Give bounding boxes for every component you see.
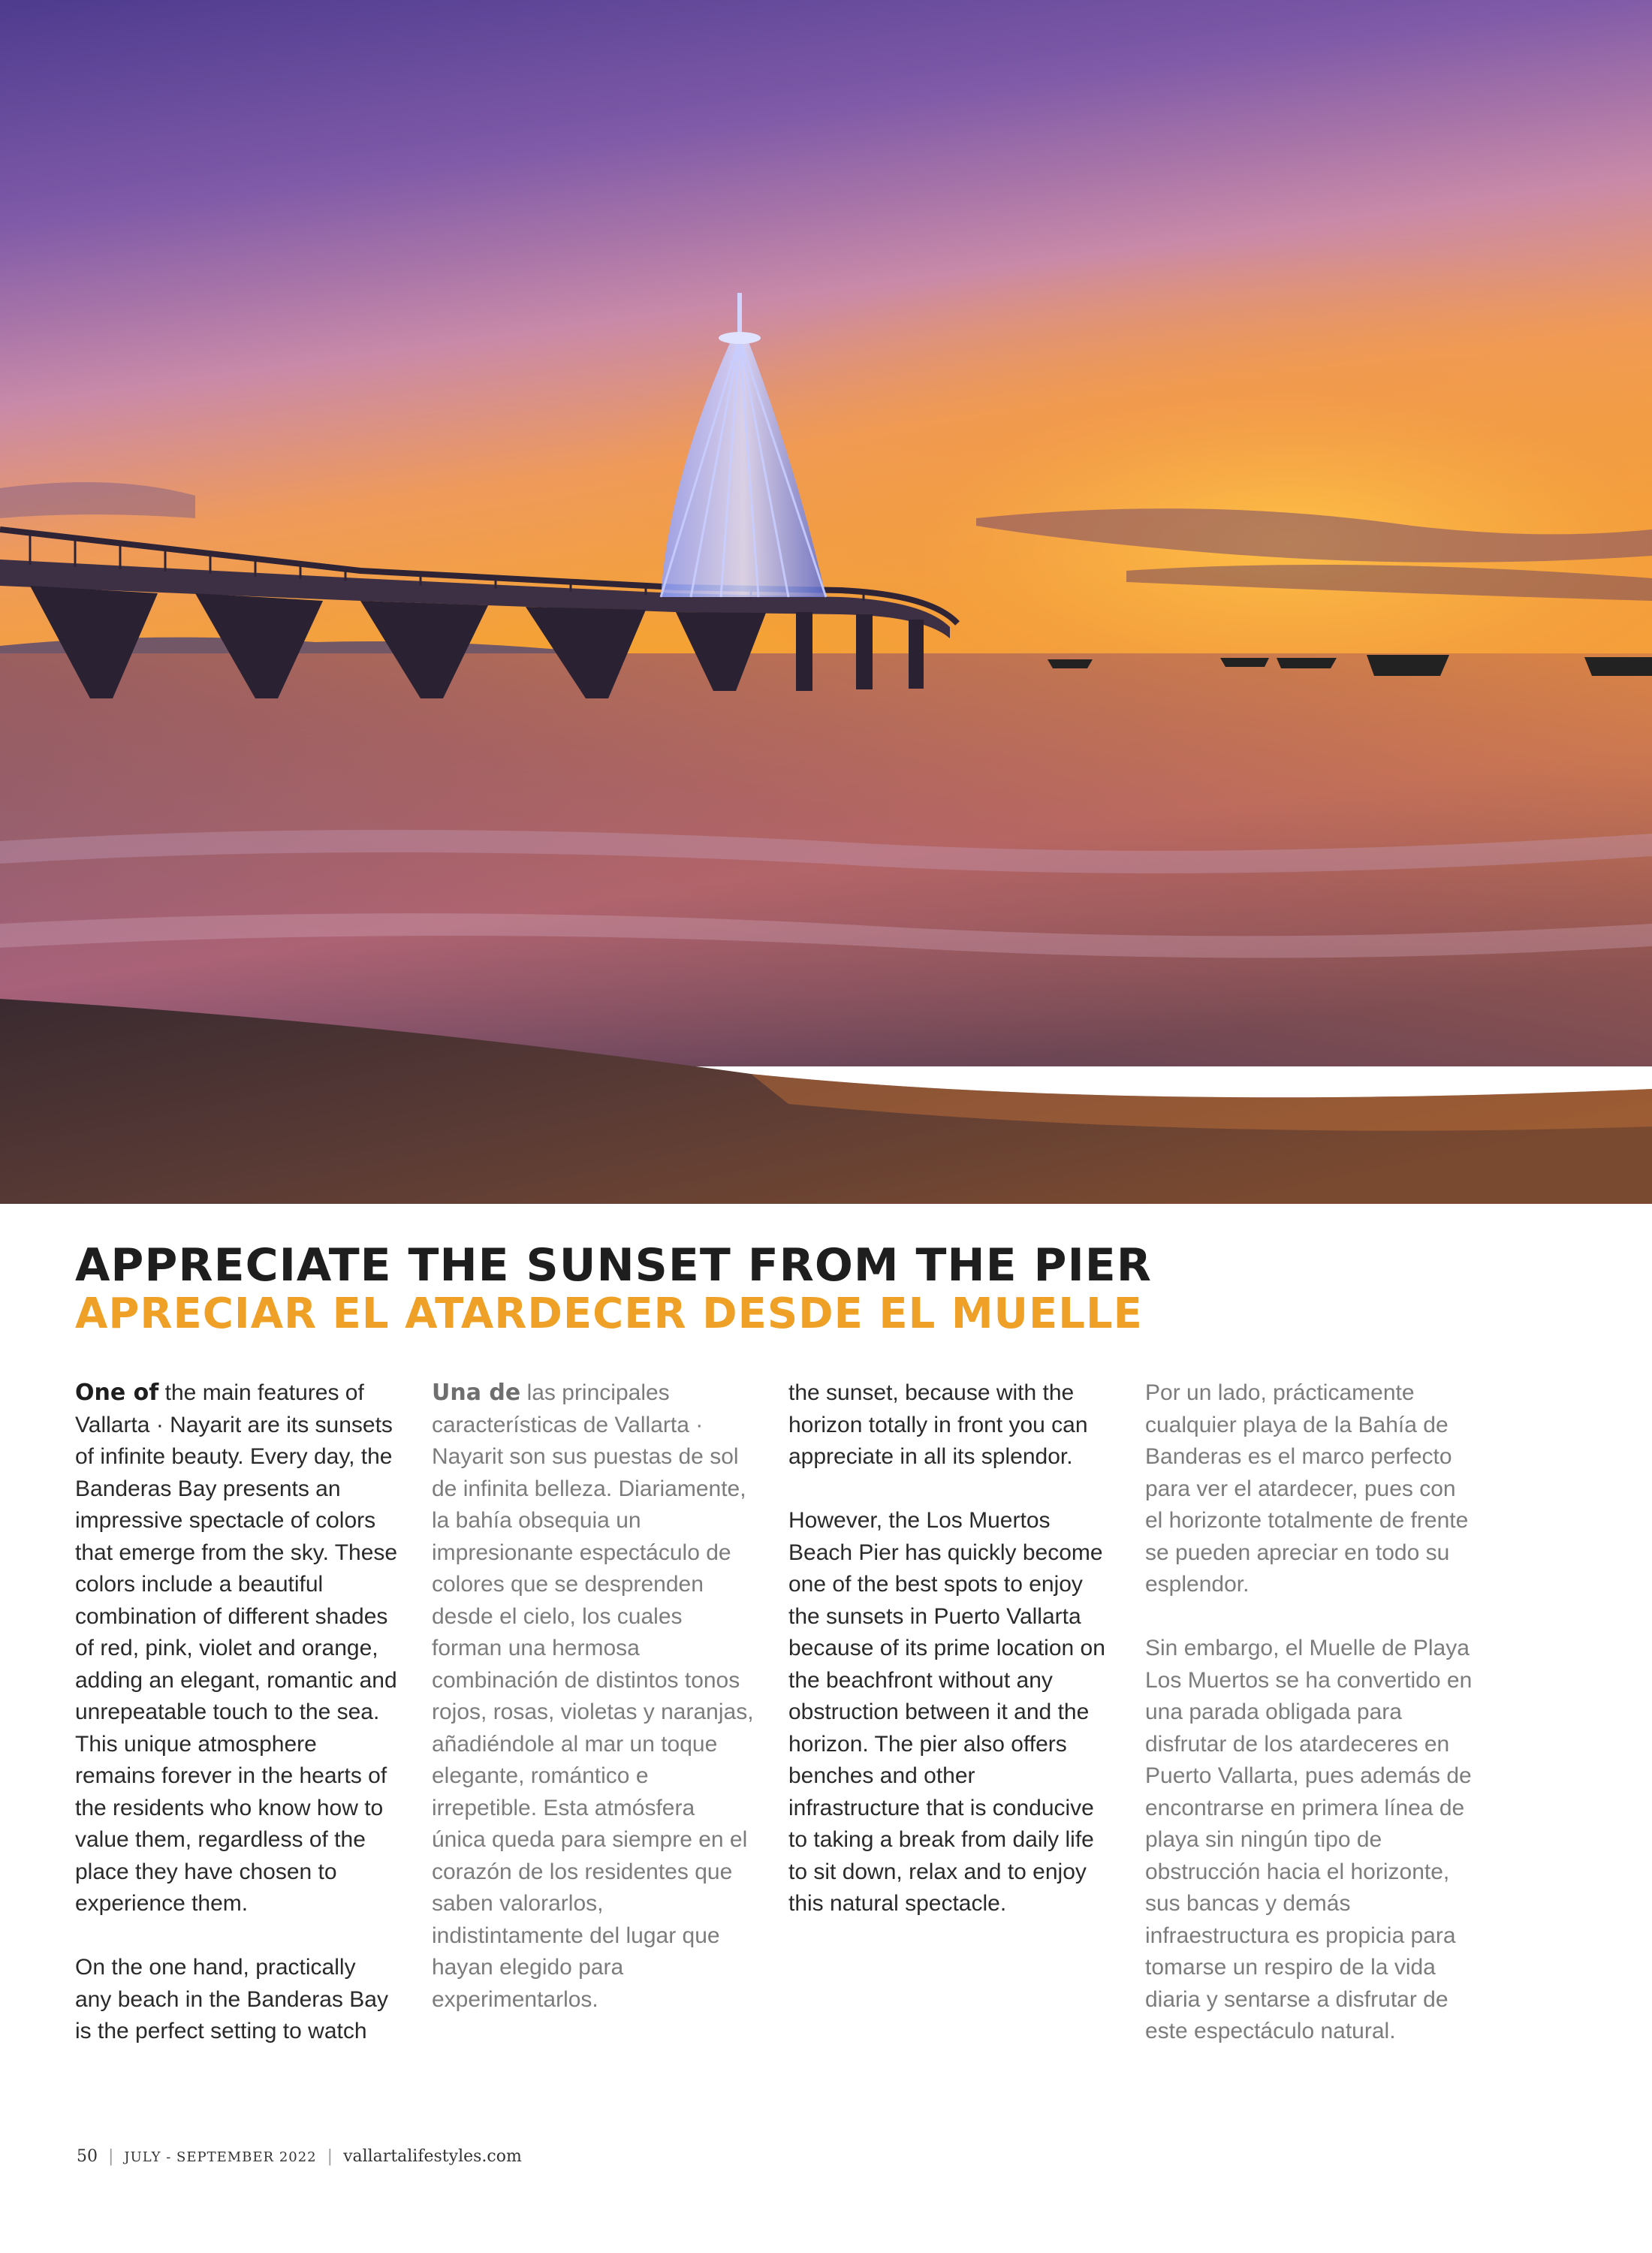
paragraph-es-3: Sin embargo, el Muelle de Playa Los Muertos se ha convertido en una parada obligada para disfrutar de los atardeceres en Puerto Vallarta, pues además de encontrarse en primera línea de playa sin ningún tipo de obstrucción hacia el horizonte, sus bancas y demás infraestructura es propicia para tomarse un respiro de la vida diaria y sentarse a disfrutar de este espectáculo natural. — [1145, 1636, 1473, 2043]
lead-in-english: One of — [75, 1380, 159, 1406]
page-number: 50 — [77, 2147, 98, 2166]
paragraph-en-2b: the sunset, because with the horizon totally in front you can appreciate in all its splendor. — [788, 1380, 1088, 1469]
headline-english: APPRECIATE THE SUNSET FROM THE PIER — [75, 1239, 1152, 1292]
article-column-spanish-2 — [1145, 1377, 1476, 2080]
issue-date: JULY - SEPTEMBER 2022 — [124, 2149, 317, 2165]
paragraph-es-2: Por un lado, prácticamente cualquier playa de la Bahía de Banderas es el marco perfecto para ver el atardecer, pues con el horizonte totalmente de frente se pueden apreciar en todo su esplendor. — [1145, 1380, 1469, 1597]
footer-separator: | — [327, 2147, 333, 2166]
headline-spanish: APRECIAR EL ATARDECER DESDE EL MUELLE — [75, 1289, 1143, 1338]
paragraph-es-1-text: las principales características de Vallarta · Nayarit son sus puestas de sol de infinita belleza. Diariamente, la bahía obsequia un impresionante espectáculo de colores que se desprenden desde el cielo, los cuales forman una hermosa combinación de distintos tonos rojos, rosas, violetas y naranjas, añadiéndole al mar un toque elegante, romántico e irrepetible. Esta atmósfera única queda para siempre en el corazón de los residentes que saben valorarlos, indistintamente del lugar que hayan elegido para experimentarlos. — [432, 1380, 754, 2012]
paragraph-es-1 — [432, 1377, 755, 2016]
paragraph-en-3: However, the Los Muertos Beach Pier has quickly become one of the best spots to enjoy the sunsets in Puerto Vallarta because of its prime location on the beachfront without any obstruction between it and the horizon. The pier also offers benches and other infrastructure that is conducive to taking a break from daily life to sit down, relax and to enjoy this natural spectacle. — [788, 1508, 1105, 1916]
paragraph-en-1-text: the main features of Vallarta · Nayarit are its sunsets of infinite beauty. Every day, the Banderas Bay presents an impressive spectacle of colors that emerge from the sky. These colors include a beautiful combination of different shades of red, pink, violet and orange, adding an elegant, romantic and unrepeatable touch to the sea. This unique atmosphere remains forever in the hearts of the residents who know how to value them, regardless of the place they have chosen to experience them. — [75, 1380, 398, 1916]
article-column-english-2 — [788, 1377, 1111, 1952]
article-column-english-1 — [75, 1377, 398, 2080]
paragraph-en-1 — [75, 1377, 398, 1920]
footer-separator: | — [108, 2147, 114, 2166]
paragraph-en-2a: On the one hand, practically any beach in the Banderas Bay is the perfect setting to watch — [75, 1955, 388, 2043]
page-footer — [77, 2147, 522, 2166]
website-link[interactable]: vallartalifestyles.com — [343, 2147, 522, 2166]
lead-in-spanish: Una de — [432, 1380, 521, 1406]
article-column-spanish-1 — [432, 1377, 755, 2048]
